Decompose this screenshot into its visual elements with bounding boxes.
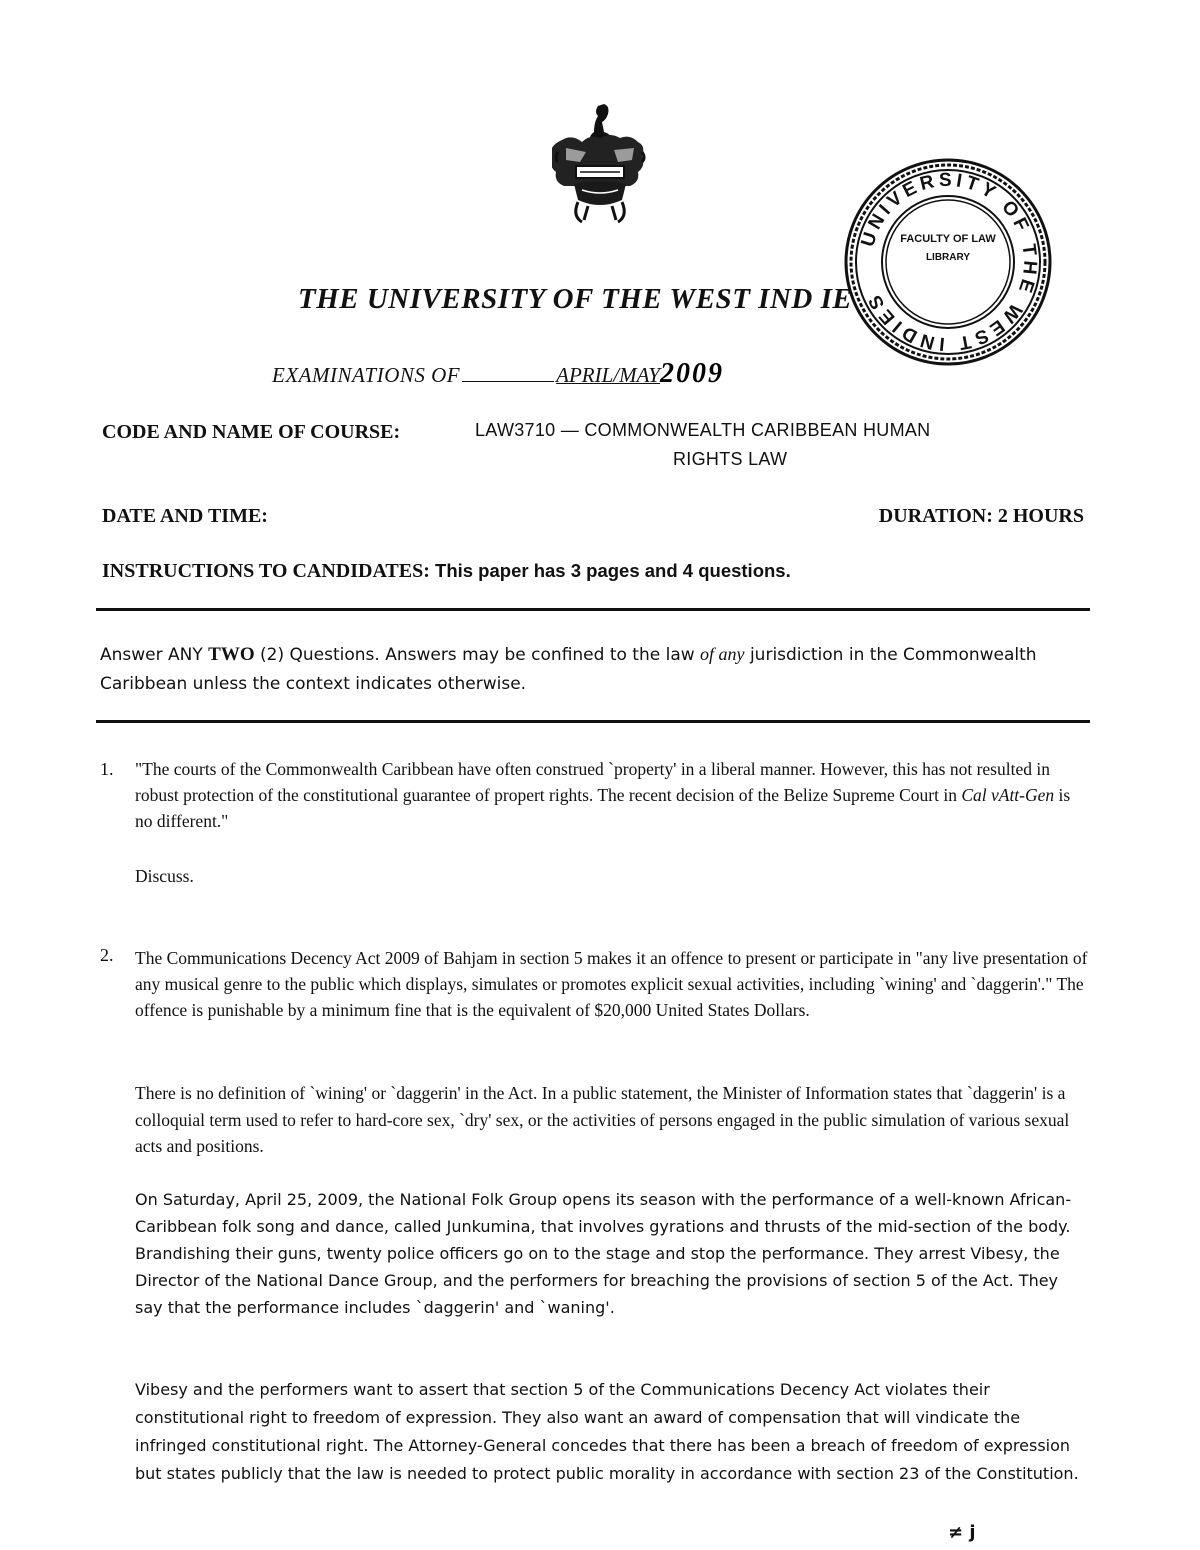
course-row [102, 421, 1102, 481]
instructions-line [102, 560, 791, 583]
exam-year: 2009 [659, 358, 724, 389]
svg-text:UNIVERSITY OF THE WEST INDIES: UNIVERSITY OF THE WEST INDIES [857, 169, 1041, 355]
case-name: Cal vAtt-Gen [961, 785, 1055, 805]
question-2-paragraph-1: The Communications Decency Act 2009 of Bahjam in section 5 makes it an offence to present or participate in "any live presentation of any musical genre to the public which displays, simulates or promotes explicit sexual activities, including `wining' and `daggerin'." The offence is punishable by a minimum fine that is the equivalent of $20,000 United States Dollars. [135, 948, 1088, 1020]
instructions-label: INSTRUCTIONS TO CANDIDATES: [102, 560, 430, 582]
examinations-label: EXAMINATIONS OF [272, 363, 461, 387]
university-crest-logo [552, 100, 648, 230]
exam-period: APRIL/MAY [556, 363, 660, 387]
answer-two: TWO [208, 644, 255, 665]
page-mark: ≠ j [948, 1522, 976, 1543]
faculty-of-law-library-stamp [842, 156, 1054, 368]
course-name-line2: RIGHTS LAW [673, 449, 788, 469]
course-name-line1: LAW3710 — COMMONWEALTH CARIBBEAN HUMAN [475, 420, 931, 440]
question-number: 2. [100, 945, 114, 965]
answer-of-any: of any [700, 644, 745, 664]
question-2-paragraph-2: There is no definition of `wining' or `daggerin' in the Act. In a public statement, the Minister of Information states that `daggerin' is a colloquial term used to refer to hard-core sex, `dry' sex, or the activities of persons engaged in the public simulation of various sexual acts and positions. [135, 1083, 1070, 1156]
question-1-text [135, 756, 1090, 834]
answer-instructions [100, 640, 1090, 699]
instructions-text: This paper has 3 pages and 4 questions. [429, 560, 791, 581]
question-1-text-a: "The courts of the Commonwealth Caribbean have often construed `property' in a liberal manner. However, this has not resulted in robust protection of the constitutional guarantee of propert rights. The recent decision of the Belize Supreme Court in [135, 759, 1050, 805]
answer-text-1: Answer ANY [100, 645, 209, 665]
svg-text:FACULTY OF LAW: FACULTY OF LAW [900, 233, 996, 245]
question-2-paragraph-4: Vibesy and the performers want to assert that section 5 of the Communications Decency Act violates their constitutional right to freedom of expression. They also want an award of compensation that will vindicate the infringed constitutional right. The Attorney-General concedes that there has been a breach of freedom of expression but states publicly that the law is needed to protect public morality in accordance with section 23 of the Constitution. [135, 1380, 1079, 1483]
question-1-discuss: Discuss. [135, 866, 194, 886]
question-1-text-b: is no different." [135, 785, 1071, 831]
university-title: THE UNIVERSITY OF THE WEST IND IE [298, 283, 853, 315]
course-label: CODE AND NAME OF COURSE: [102, 421, 401, 443]
answer-text-2: (2) Questions. Answers may be confined to the law [254, 645, 701, 665]
answer-text-3: jurisdiction in the Commonwealth Caribbean unless the context indicates otherwise. [100, 645, 1037, 694]
date-time-label: DATE AND TIME: [102, 505, 268, 527]
examinations-line [272, 358, 724, 392]
question-2-paragraph-3: On Saturday, April 25, 2009, the National Folk Group opens its season with the performance of a well-known African-Caribbean folk song and dance, called Junkumina, that involves gyrations and thrusts of the mid-section of the body. Brandishing their guns, twenty police officers go on to the stage and stop the performance. They arrest Vibesy, the Director of the National Dance Group, and the performers for breaching the provisions of section 5 of the Act. They say that the performance includes `daggerin' and `waning'. [135, 1190, 1072, 1317]
svg-text:LIBRARY: LIBRARY [925, 252, 971, 263]
underline-blank [462, 380, 554, 382]
divider-bottom [96, 720, 1090, 723]
duration-label: DURATION: 2 HOURS [878, 505, 1084, 527]
question-number: 1. [100, 759, 114, 779]
divider-top [96, 608, 1090, 611]
